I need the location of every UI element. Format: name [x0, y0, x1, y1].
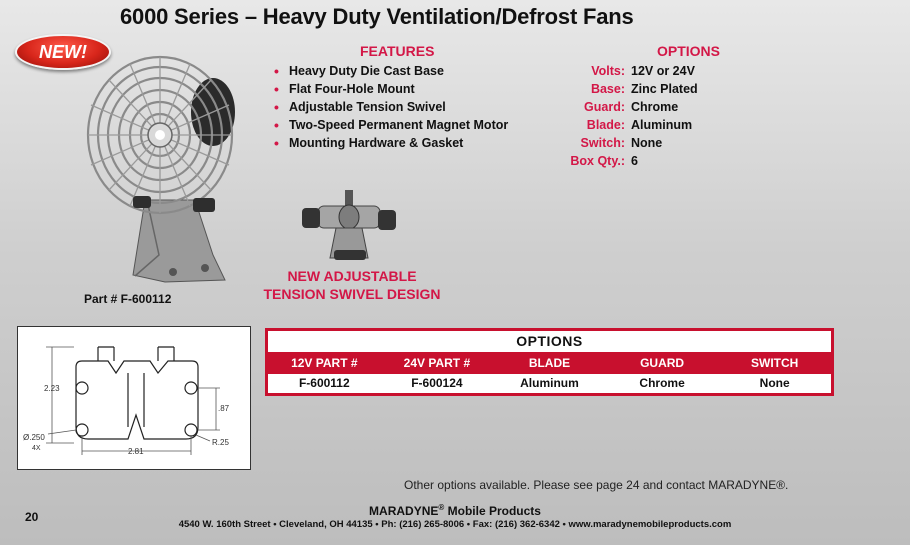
footer-company-name: MARADYNE — [369, 504, 439, 518]
table-cell: None — [759, 376, 790, 390]
option-box-qty — [545, 153, 765, 171]
column-header: SWITCH — [751, 356, 799, 370]
options-table-header — [268, 352, 831, 374]
option-guard — [545, 99, 765, 117]
other-options-note: Other options available. Please see page 24 and contact MARADYNE®. — [404, 478, 789, 492]
swivel-caption — [243, 267, 461, 303]
option-volts — [545, 63, 765, 81]
options-table-title: OPTIONS — [268, 331, 831, 352]
dim-radius: R.25 — [212, 438, 229, 447]
swivel-product-image — [298, 188, 403, 273]
option-value: None — [631, 136, 663, 150]
part-number-caption: Part # F-600112 — [84, 292, 172, 306]
feature-item: • Mounting Hardware & Gasket — [274, 135, 508, 153]
column-header: BLADE — [528, 356, 571, 370]
table-cell: F-600124 — [411, 376, 463, 390]
fan-product-image — [75, 50, 250, 290]
swivel-caption-line1: NEW ADJUSTABLE — [287, 268, 417, 284]
dim-height: 2.23 — [44, 384, 60, 393]
options-heading: OPTIONS — [657, 43, 721, 59]
option-value: 6 — [631, 154, 638, 168]
dim-hole-qty: 4X — [32, 445, 41, 452]
feature-item: • Heavy Duty Die Cast Base — [274, 63, 508, 81]
dim-width: 2.81 — [128, 447, 144, 456]
new-badge: NEW! — [15, 34, 111, 70]
swivel-caption-line2: TENSION SWIVEL DESIGN — [263, 286, 441, 302]
option-label: Blade: — [586, 118, 625, 132]
options-table — [265, 328, 834, 396]
option-label: Box Qty.: — [570, 154, 625, 168]
column-header: GUARD — [640, 356, 685, 370]
features-list — [274, 63, 508, 153]
dim-hole: Ø.250 — [23, 433, 45, 442]
table-cell: Aluminum — [520, 376, 579, 390]
page-number: 20 — [25, 510, 39, 524]
footer-company-suffix: Mobile Products — [444, 504, 541, 518]
table-row — [268, 374, 831, 393]
mounting-drawing — [17, 326, 251, 470]
dim-spacing: .87 — [218, 404, 230, 413]
option-label: Volts: — [591, 64, 625, 78]
option-value: Aluminum — [631, 118, 693, 132]
option-label: Switch: — [580, 136, 625, 150]
page-title: 6000 Series – Heavy Duty Ventilation/Defrost Fans — [120, 4, 634, 29]
footer-registered-mark: ® — [438, 503, 445, 512]
footer-company — [0, 503, 910, 518]
table-cell: F-600112 — [298, 376, 350, 390]
option-base — [545, 81, 765, 99]
option-value: Chrome — [631, 100, 679, 114]
option-label: Base: — [590, 82, 625, 96]
option-value: Zinc Plated — [631, 82, 698, 96]
column-header: 12V PART # — [291, 356, 358, 370]
option-value: 12V or 24V — [631, 64, 695, 78]
column-header: 24V PART # — [403, 356, 471, 370]
option-switch — [545, 135, 765, 153]
option-label: Guard: — [584, 100, 625, 114]
features-heading: FEATURES — [360, 43, 435, 59]
table-cell: Chrome — [639, 376, 685, 390]
feature-item: • Flat Four-Hole Mount — [274, 81, 508, 99]
feature-item: • Two-Speed Permanent Magnet Motor — [274, 117, 508, 135]
feature-item: • Adjustable Tension Swivel — [274, 99, 508, 117]
footer-address: 4540 W. 160th Street • Cleveland, OH 44135 • Ph: (216) 265-8006 • Fax: (216) 362-6342 • www.maradynemobileproducts.com — [178, 519, 732, 530]
option-blade — [545, 117, 765, 135]
